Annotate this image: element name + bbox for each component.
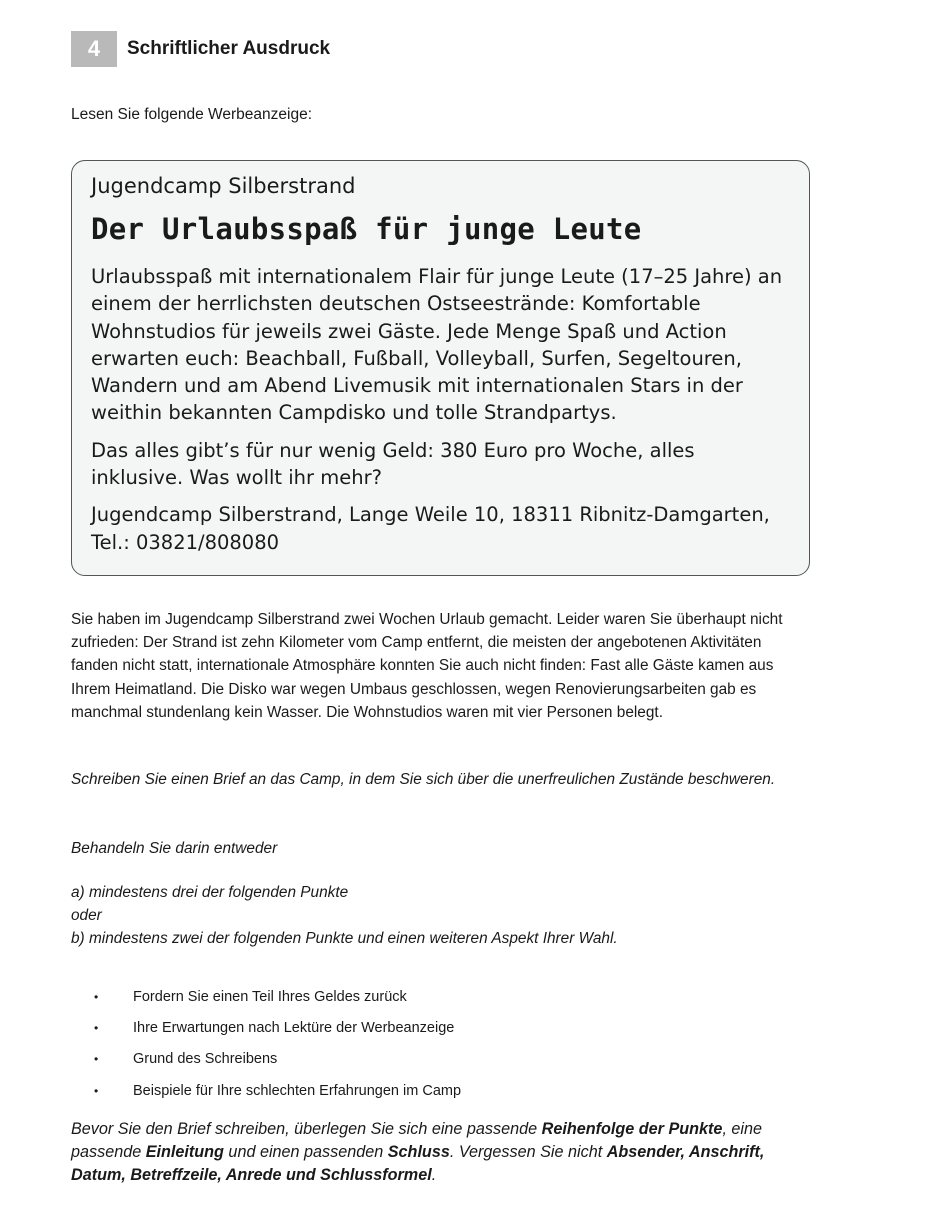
point-text: Grund des Schreibens xyxy=(133,1051,278,1068)
section-header xyxy=(71,31,330,67)
ad-headline: Der Urlaubsspaß für junge Leute xyxy=(91,212,642,246)
ad-camp-name: Jugendcamp Silberstrand xyxy=(91,174,356,198)
final-text-4: . Vergessen Sie nicht xyxy=(449,1143,607,1161)
section-number-badge: 4 xyxy=(71,31,117,67)
section-title: Schriftlicher Ausdruck xyxy=(127,38,331,59)
final-text-1: Bevor Sie den Brief schreiben, überlegen Sie sich eine passende xyxy=(71,1120,542,1138)
point-text: Fordern Sie einen Teil Ihres Geldes zurück xyxy=(133,988,407,1005)
points-list xyxy=(94,981,461,1106)
point-text: Beispiele für Ihre schlechten Erfahrungen im Camp xyxy=(133,1082,462,1099)
final-instruction xyxy=(71,1118,811,1187)
final-text-2: , eine passende xyxy=(71,1120,763,1161)
final-bold-intro: Einleitung xyxy=(145,1143,224,1161)
ad-description: Urlaubsspaß mit internationalem Flair für junge Leute (17–25 Jahre) an einem der herrlichsten deutschen Ostseestrände: Komfortable Wohnstudios für jeweils zwei Gäste. Jede Menge Spaß und Action erwarten euch: Beachball, Fußball, Volleyball, Surfen, Segeltouren, Wandern und am Abend Livemusik mit internationalen Stars in der weithin bekannten Campdisko und tolle Strandpartys. xyxy=(91,265,783,425)
option-a: a) mindestens drei der folgenden Punkte xyxy=(71,884,349,901)
bullet: • xyxy=(94,1052,99,1067)
bullet: • xyxy=(94,989,99,1004)
final-bold-order: Reihenfolge der Punkte xyxy=(541,1120,723,1138)
intro-text: Lesen Sie folgende Werbeanzeige: xyxy=(71,106,312,123)
final-text-3: und einen passenden xyxy=(223,1143,388,1161)
options-block xyxy=(71,881,811,950)
ad-price: Das alles gibt’s für nur wenig Geld: 380 Euro pro Woche, alles inklusive. Was wollt ihr mehr? xyxy=(91,438,695,490)
final-bold-formalities: Absender, Anschrift, Datum, Betreffzeile, Anrede und Schlussformel xyxy=(71,1143,765,1184)
bullet: • xyxy=(94,1083,99,1098)
task-text: Schreiben Sie einen Brief an das Camp, in dem Sie sich über die unerfreulichen Zustände beschweren. xyxy=(71,771,776,788)
instruction-text: Behandeln Sie darin entweder xyxy=(71,840,278,857)
ad-contact: Jugendcamp Silberstrand, Lange Weile 10, 18311 Ribnitz-Damgarten, Tel.: 03821/808080 xyxy=(91,503,770,554)
list-item xyxy=(94,1012,461,1043)
point-text: Ihre Erwartungen nach Lektüre der Werbeanzeige xyxy=(133,1019,455,1036)
situation-text: Sie haben im Jugendcamp Silberstrand zwei Wochen Urlaub gemacht. Leider waren Sie überhaupt nicht zufrieden: Der Strand ist zehn Kilometer vom Camp entfernt, die meisten der angebotenen Aktivitäten fanden nicht statt, internationale Atmosphäre konnten Sie auch nicht finden: Fast alle Gäste kamen aus Ihrem Heimatland. Die Disko war wegen Umbaus geschlossen, wegen Renovierungsarbeiten gab es manchmal stundenlang kein Wasser. Die Wohnstudios waren mit vier Personen belegt. xyxy=(71,611,783,721)
list-item xyxy=(94,1075,461,1106)
list-item xyxy=(94,1044,461,1075)
bullet: • xyxy=(94,1020,99,1035)
list-item xyxy=(94,981,461,1012)
final-bold-conclusion: Schluss xyxy=(387,1143,450,1161)
final-text-5: . xyxy=(431,1166,437,1184)
option-b: b) mindestens zwei der folgenden Punkte und einen weiteren Aspekt Ihrer Wahl. xyxy=(71,930,618,947)
option-or: oder xyxy=(71,907,102,924)
advertisement-box xyxy=(71,160,810,576)
